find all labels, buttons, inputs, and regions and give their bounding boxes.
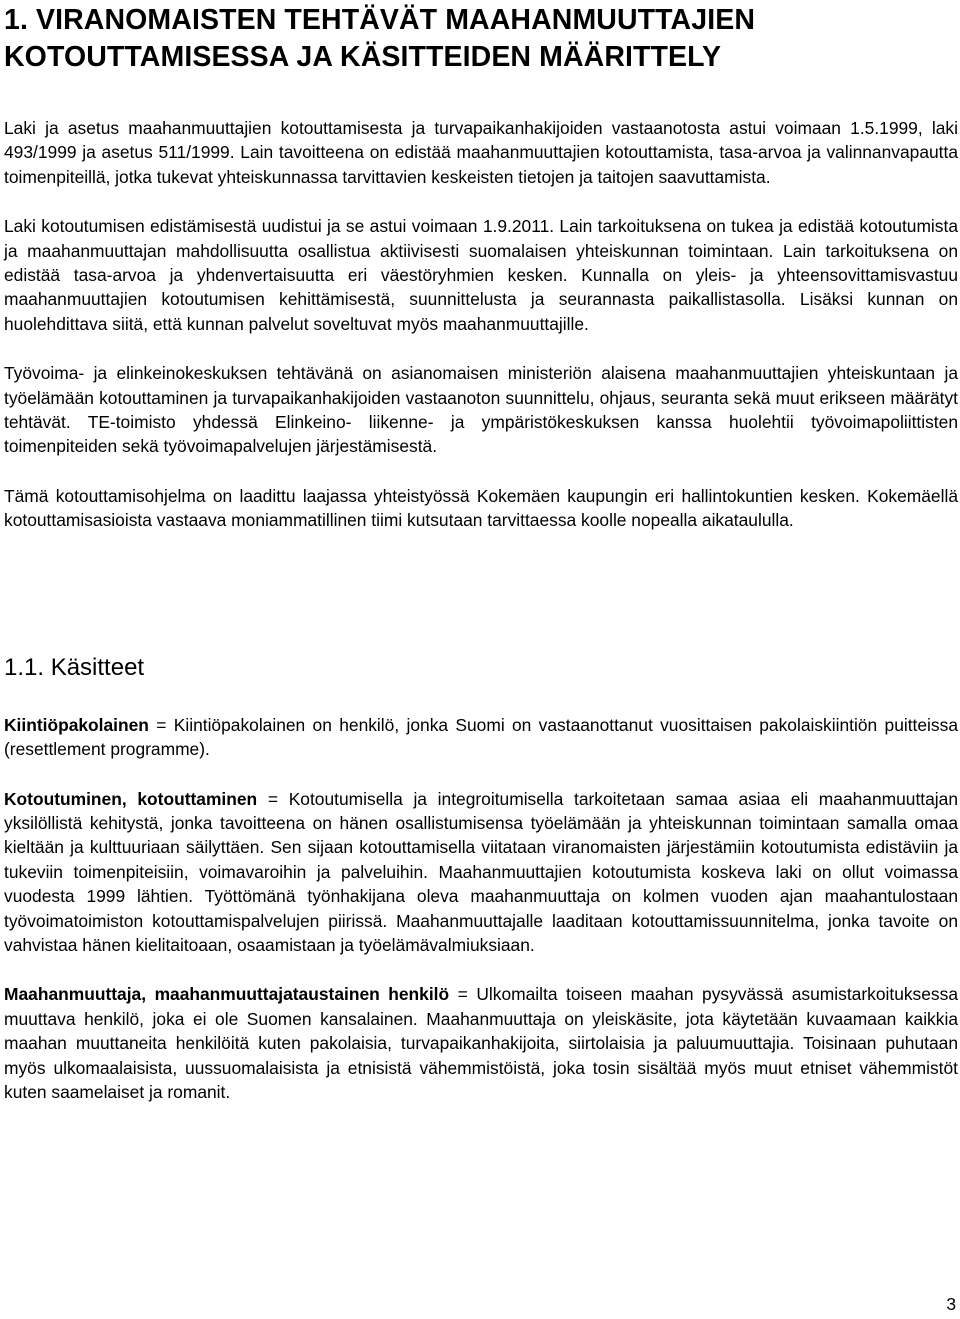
paragraph-law-1999: Laki ja asetus maahanmuuttajien kotouttamisesta ja turvapaikanhakijoiden vastaanotosta astui voimaan 1.5.1999, laki 493/1999 ja asetus 511/1999. Lain tavoitteena on edistää maahanmuuttajien kotouttamista, tasa-arvoa ja valinnanvapautta toimenpiteillä, jotka tukevat yhteiskunnassa tarvittavien keskeisten tietojen ja taitojen saavuttamista. xyxy=(4,118,958,187)
definition-text: = Kiintiöpakolainen on henkilö, jonka Suomi on vastaanottanut vuosittaisen pakolaiskiintiön puitteissa (resettlement programme). xyxy=(4,714,958,760)
paragraph-te-centre: Työvoima- ja elinkeinokeskuksen tehtävänä on asianomaisen ministeriön alaisena maahanmuuttajien yhteiskuntaan ja työelämään kotouttaminen ja turvapaikanhakijoiden vastaanoton suunnittelu, ohjaus, seuranta sekä muut erikseen määrätyt tehtävät. TE-toimisto yhdessä Elinkeino- liikenne- ja ympäristökeskuksen kanssa huolehtii työvoimapoliittisten toimenpiteiden sekä työvoimapalvelujen järjestämisestä. xyxy=(4,363,958,457)
chapter-heading-line-2: KOTOUTTAMISESSA JA KÄSITTEIDEN MÄÄRITTELY xyxy=(4,41,722,73)
definition-integration xyxy=(4,787,958,958)
definition-immigrant xyxy=(4,982,958,1104)
definition-term: Kotoutuminen, kotouttaminen xyxy=(4,788,258,809)
definition-term: Kiintiöpakolainen xyxy=(4,714,149,735)
definition-quota-refugee xyxy=(4,713,958,762)
chapter-heading-line-1: 1. VIRANOMAISTEN TEHTÄVÄT MAAHANMUUTTAJIEN xyxy=(4,4,756,36)
chapter-heading xyxy=(4,2,958,76)
definition-term: Maahanmuuttaja, maahanmuuttajataustainen henkilö xyxy=(4,984,450,1005)
section-heading-concepts: 1.1. Käsitteet xyxy=(4,653,145,681)
paragraph-programme: Tämä kotouttamisohjelma on laadittu laajassa yhteistyössä Kokemäen kaupungin eri hallintokuntien kesken. Kokemäellä kotouttamisasioista vastaava moniammatillinen tiimi kutsutaan tarvittaessa koolle nopealla aikataululla. xyxy=(4,485,958,531)
page-number: 3 xyxy=(946,1294,956,1314)
paragraph-law-2011: Laki kotoutumisen edistämisestä uudistui ja se astui voimaan 1.9.2011. Lain tarkoituksena on tukea ja edistää kotoutumista ja maahanmuuttajan mahdollisuutta osallistua aktiivisesti suomalaisen yhteiskunnan toimintaan. Lain tarkoituksena on edistää tasa-arvoa ja yhdenvertaisuutta eri väestöryhmien kesken. Kunnalla on yleis- ja yhteensovittamisvastuu maahanmuuttajien kotoutumisen kehittämisestä, suunnittelusta ja seurannasta paikallistasolla. Lisäksi kunnan on huolehdittava siitä, että kunnan palvelut soveltuvat myös maahanmuuttajille. xyxy=(4,216,958,334)
definition-text: = Kotoutumisella ja integroitumisella tarkoitetaan samaa asiaa eli maahanmuuttajan yksilöllistä kehitystä, jonka tavoitteena on hänen osallistumisensa työelämään ja yhteiskunnan toimintaan samalla omaa kieltään ja kulttuuriaan säilyttäen. Sen sijaan kotouttamisella viitataan viranomaisten järjestämiin kotoutumista edistäviin ja tukeviin toimenpiteisiin, voimavaroihin ja palveluihin. Maahanmuuttajien kotoutumista koskeva laki on ollut voimassa vuodesta 1999 lähtien. Työttömänä työnhakijana oleva maahanmuuttaja on kolmen vuoden ajan maahantulostaan työvoimatoimiston kotouttamispalvelujen piirissä. Maahanmuuttajalle laaditaan kotouttamissuunnitelma, jonka tavoite on vahvistaa hänen kielitaitoaan, osaamistaan ja työelämävalmiuksiaan. xyxy=(4,788,959,955)
definition-text: = Ulkomailta toiseen maahan pysyvässä asumistarkoituksessa muuttava henkilö, joka ei ole Suomen kansalainen. Maahanmuuttaja on yleiskäsite, jota käytetään kuvaamaan kaikkia maahan muuttaneita henkilöitä kuten pakolaisia, turvapaikanhakijoita, siirtolaisia ja paluumuuttajia. Toisinaan puhutaan myös ulkomaalaisista, uussuomalaisista ja etnisistä vähemmistöistä, joka tosin sisältää myös muut etniset vähemmistöt kuten saamelaiset ja romanit. xyxy=(4,984,958,1102)
document-page xyxy=(4,0,958,1104)
